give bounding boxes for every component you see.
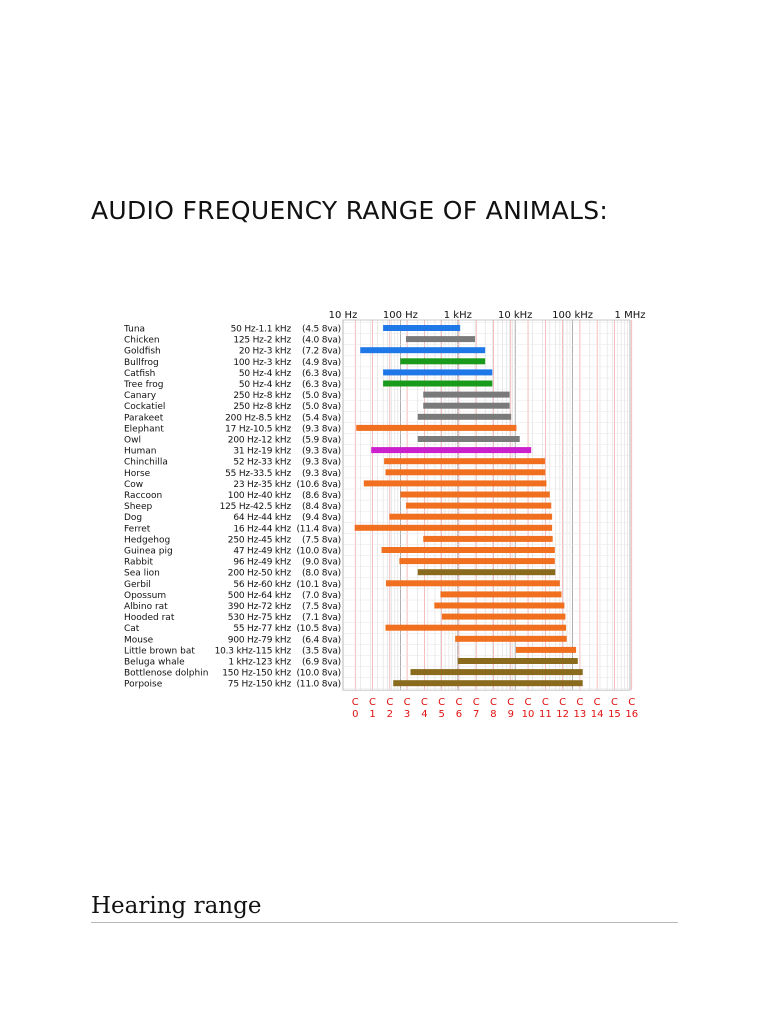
animal-label: Raccoon [124,491,163,501]
range-bar [418,569,556,575]
range-label: 55 Hz-77 kHz [233,624,291,635]
animal-label: Opossum [124,590,167,601]
animal-label: Dog [124,513,143,524]
note-octave-label: 6 [455,709,463,718]
range-bar [516,647,576,653]
range-bar [385,625,566,631]
animal-label: Chinchilla [124,457,168,468]
range-bar [418,436,520,442]
animal-label: Tuna [124,324,146,335]
document-title: AUDIO FREQUENCY RANGE OF ANIMALS: [91,196,609,225]
animal-label: Bullfrog [124,357,159,368]
range-label: 200 Hz-8.5 kHz [225,413,291,424]
animal-label: Beluga whale [124,657,185,668]
range-label: 17 Hz-10.5 kHz [225,424,291,435]
octave-label: (10.1 8va) [296,579,341,590]
animal-label: Catfish [124,368,156,379]
range-bar [371,447,531,453]
octave-label: (9.3 8va) [302,468,341,479]
octave-label: (6.9 8va) [302,657,341,668]
note-label: C [403,697,411,709]
range-bar [406,503,551,509]
note-label: C [489,697,497,709]
range-label: 50 Hz-4 kHz [238,380,291,390]
octave-label: (9.0 8va) [302,557,341,568]
range-label: 96 Hz-49 kHz [233,557,291,568]
range-label: 100 Hz-40 kHz [227,491,291,501]
octave-label: (10.0 8va) [296,668,341,679]
range-bar [383,325,460,331]
note-label: C [507,697,515,709]
octave-label: (5.0 8va) [302,391,341,402]
range-bar [382,547,555,553]
range-bar [441,591,562,597]
section-heading: Hearing range [91,893,262,919]
range-bar [385,469,545,475]
heading-divider [91,922,678,923]
range-label: 100 Hz-3 kHz [233,357,291,368]
range-bar [386,580,560,586]
animal-label: Cat [124,624,140,635]
range-label: 50 Hz-4 kHz [238,368,291,379]
range-label: 55 Hz-33.5 kHz [225,468,291,479]
range-bar [360,347,485,353]
octave-label: (4.5 8va) [302,324,341,335]
note-label: C [610,697,618,709]
range-bar [383,369,492,375]
range-label: 47 Hz-49 kHz [233,546,291,557]
x-tick-label: 100 kHz [552,310,594,321]
range-label: 31 Hz-19 kHz [233,446,291,457]
note-label: C [369,697,377,709]
x-tick-label: 100 Hz [382,310,418,321]
note-label: C [351,697,359,709]
animal-label: Rabbit [124,557,154,568]
note-label: C [386,697,394,709]
x-tick-label: 10 Hz [328,310,358,321]
octave-label: (7.0 8va) [302,590,341,601]
range-label: 52 Hz-33 kHz [233,457,291,468]
note-octave-label: 2 [386,709,394,718]
x-tick-label: 1 MHz [614,310,646,321]
range-label: 75 Hz-150 kHz [227,679,291,690]
octave-label: (6.4 8va) [302,635,341,646]
animal-label: Ferret [124,524,151,535]
animal-label: Sheep [124,502,153,513]
range-label: 200 Hz-50 kHz [227,568,291,579]
octave-label: (8.0 8va) [302,568,341,579]
note-octave-label: 12 [556,709,569,718]
animal-label: Cow [124,479,144,490]
octave-label: (5.9 8va) [302,435,341,446]
range-label: 390 Hz-72 kHz [227,602,291,612]
octave-label: (9.3 8va) [302,424,341,435]
range-label: 50 Hz-1.1 kHz [230,324,291,335]
note-label: C [420,697,428,709]
note-octave-label: 14 [590,709,604,718]
range-bar [389,514,552,520]
note-label: C [576,697,584,709]
note-octave-label: 8 [490,709,497,718]
x-tick-label: 10 kHz [497,310,533,321]
range-bar [442,614,565,620]
animal-label: Guinea pig [124,546,173,557]
note-octave-label: 10 [521,709,535,718]
range-label: 64 Hz-44 kHz [233,513,291,524]
range-bar [458,658,578,664]
range-label: 10.3 kHz-115 kHz [214,646,291,657]
animal-label: Human [124,446,157,457]
animal-label: Little brown bat [124,646,195,657]
note-octave-label: 0 [352,709,359,718]
range-bar [455,636,567,642]
range-label: 23 Hz-35 kHz [233,479,291,490]
animal-label: Tree frog [124,380,164,390]
animal-label: Parakeet [124,413,164,424]
range-label: 125 Hz-2 kHz [233,335,291,346]
note-octave-label: 13 [573,709,587,718]
range-label: 530 Hz-75 kHz [227,613,291,624]
note-octave-label: 4 [421,709,428,718]
octave-label: (4.9 8va) [302,357,341,368]
range-label: 500 Hz-64 kHz [227,590,291,601]
note-label: C [559,697,567,709]
octave-label: (9.4 8va) [302,513,341,524]
range-bar [423,536,552,542]
animal-label: Canary [124,391,157,402]
range-bar [364,480,547,486]
octave-label: (11.4 8va) [296,524,341,535]
octave-label: (3.5 8va) [302,646,341,657]
range-label: 1 kHz-123 kHz [228,657,291,668]
animal-label: Elephant [124,424,164,435]
animal-label: Sea lion [124,568,160,579]
range-bar [423,392,509,398]
range-label: 200 Hz-12 kHz [227,435,291,446]
octave-label: (7.1 8va) [302,613,341,624]
range-label: 16 Hz-44 kHz [233,524,291,535]
range-label: 20 Hz-3 kHz [238,346,291,357]
note-label: C [593,697,601,709]
octave-label: (5.4 8va) [302,413,341,424]
octave-label: (10.5 8va) [296,624,341,635]
octave-label: (9.3 8va) [302,457,341,468]
range-bar [411,669,583,675]
note-label: C [438,697,446,709]
note-label: C [455,697,463,709]
range-bar [423,403,509,409]
octave-label: (9.3 8va) [302,446,341,457]
animal-label: Gerbil [124,579,151,590]
range-bar [400,358,485,364]
note-label: C [541,697,549,709]
animal-label: Mouse [124,635,154,646]
note-label: C [628,697,636,709]
animal-label: Porpoise [124,679,163,690]
note-octave-label: 15 [608,709,621,718]
note-label: C [472,697,480,709]
note-octave-label: 5 [438,709,445,718]
animal-label: Bottlenose dolphin [124,668,209,679]
range-bar [393,680,582,686]
octave-label: (7.5 8va) [302,535,341,546]
range-label: 250 Hz-8 kHz [233,402,291,413]
octave-label: (5.0 8va) [302,402,341,413]
octave-label: (11.0 8va) [296,679,341,690]
note-octave-label: 16 [625,709,639,718]
hearing-range-chart [118,308,648,718]
animal-label: Horse [124,468,151,479]
range-label: 56 Hz-60 kHz [233,579,291,590]
note-octave-label: 1 [369,709,376,718]
range-bar [356,425,516,431]
range-label: 125 Hz-42.5 kHz [219,502,291,513]
range-bar [384,458,545,464]
animal-label: Hedgehog [124,535,171,546]
note-octave-label: 9 [507,709,514,718]
octave-label: (8.6 8va) [302,491,341,501]
note-label: C [524,697,532,709]
note-octave-label: 3 [403,709,411,718]
range-label: 250 Hz-45 kHz [227,535,291,546]
range-label: 250 Hz-8 kHz [233,391,291,402]
animal-label: Hooded rat [124,613,175,624]
octave-label: (10.6 8va) [296,479,341,490]
range-bar [434,603,564,609]
range-bar [399,558,554,564]
animal-label: Owl [124,435,141,446]
range-label: 900 Hz-79 kHz [227,635,291,646]
octave-label: (6.3 8va) [302,380,341,390]
note-octave-label: 11 [538,709,552,718]
animal-label: Chicken [124,335,160,346]
range-bar [418,414,511,420]
range-bar [400,492,549,498]
octave-label: (6.3 8va) [302,368,341,379]
note-octave-label: 7 [473,709,480,718]
animal-label: Goldfish [124,346,161,357]
animal-label: Albino rat [124,602,168,612]
range-bar [355,525,552,531]
octave-label: (7.5 8va) [302,602,341,612]
animal-label: Cockatiel [124,402,166,413]
octave-label: (4.0 8va) [302,335,341,346]
range-label: 150 Hz-150 kHz [222,668,291,679]
x-tick-label: 1 kHz [443,310,472,321]
octave-label: (10.0 8va) [296,546,341,557]
range-bar [383,381,492,387]
hearing-range-chart-svg [118,308,648,718]
octave-label: (8.4 8va) [302,502,341,513]
octave-label: (7.2 8va) [302,346,341,357]
range-bar [406,336,475,342]
